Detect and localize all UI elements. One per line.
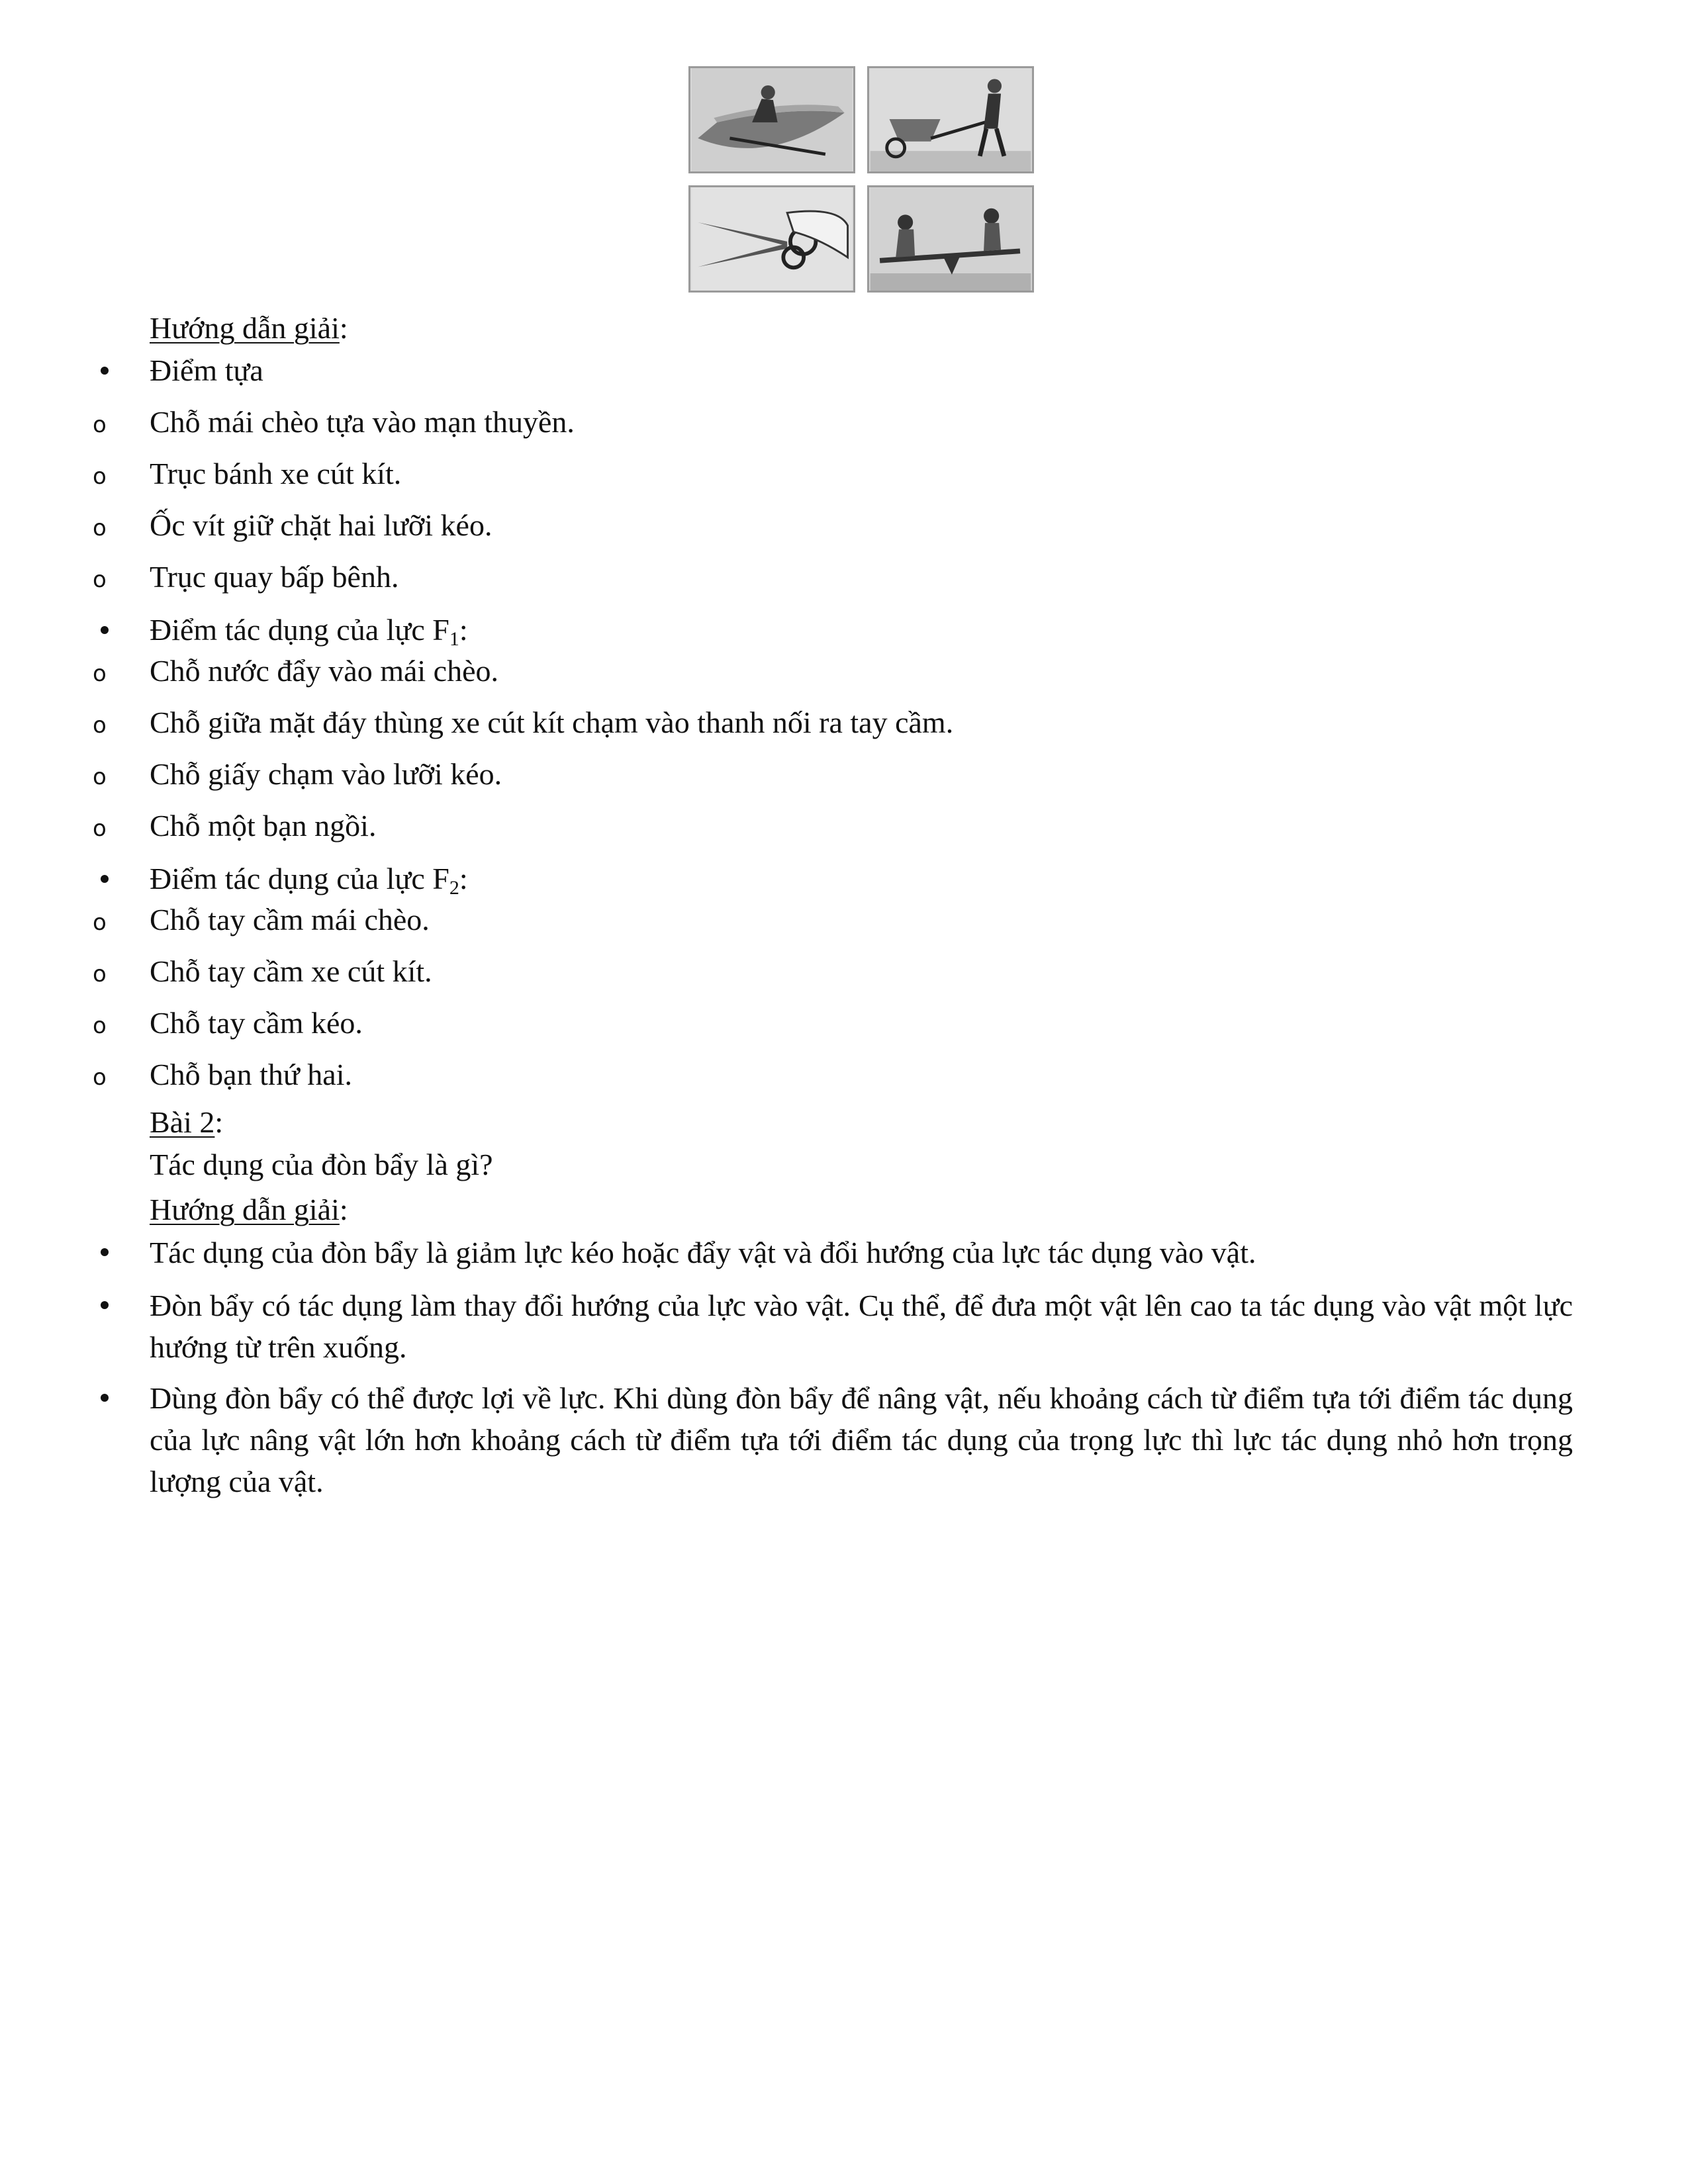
sub-bullet-marker: o <box>93 815 107 842</box>
colon: : <box>459 862 468 895</box>
paragraph: Dùng đòn bẩy có thể được lợi về lực. Khi dùng đòn bẩy để nâng vật, nếu khoảng cách từ điểm tựa tới điểm tác dụng của lực nâng vật lớn hơn khoảng cách từ điểm tựa tới điểm tác dụng của trọng lực thì lực tác dụng nhỏ hơn trọng lượng của vật. <box>150 1381 1573 1498</box>
solution-heading-text: Hướng dẫn giải <box>150 311 340 345</box>
list-item: Chỗ tay cầm mái chèo. <box>150 903 430 936</box>
solution-heading-colon: : <box>339 311 348 345</box>
paragraph: Tác dụng của đòn bẩy là giảm lực kéo hoặc đẩy vật và đổi hướng của lực tác dụng vào vật. <box>150 1236 1256 1269</box>
list-item: Chỗ giấy chạm vào lưỡi kéo. <box>150 757 502 791</box>
solution-heading <box>150 310 348 347</box>
sub-bullet-marker: o <box>93 567 107 593</box>
list-item: Chỗ tay cầm kéo. <box>150 1006 363 1040</box>
list-item: Ốc vít giữ chặt hai lưỡi kéo. <box>150 508 492 542</box>
exercise-label-text: Bài 2 <box>150 1105 215 1139</box>
list-item: Chỗ tay cầm xe cút kít. <box>150 954 432 988</box>
sub-bullet-marker: o <box>93 764 107 790</box>
list-item: Trục quay bấp bênh. <box>150 560 399 594</box>
sub-bullet-marker: o <box>93 961 107 987</box>
bullet-icon <box>93 1379 119 1416</box>
sub-bullet-marker: o <box>93 909 107 936</box>
exercise-label <box>150 1104 223 1141</box>
list-item: Trục bánh xe cút kít. <box>150 457 402 490</box>
boat-rowing-icon <box>688 66 855 173</box>
list-item: Chỗ nước đẩy vào mái chèo. <box>150 654 499 688</box>
lever-examples-figure <box>688 66 1039 295</box>
group-title-force-f1 <box>150 612 468 649</box>
sub-bullet-marker: o <box>93 1064 107 1091</box>
scissors-icon <box>688 185 855 293</box>
list-item: Chỗ giữa mặt đáy thùng xe cút kít chạm vào thanh nối ra tay cầm. <box>150 705 954 739</box>
bullet-icon <box>93 612 119 649</box>
wheelbarrow-icon <box>867 66 1034 173</box>
sub-bullet-marker: o <box>93 660 107 687</box>
sub-bullet-marker: o <box>93 463 107 490</box>
list-item: Chỗ bạn thứ hai. <box>150 1058 353 1091</box>
sub-bullet-marker: o <box>93 712 107 739</box>
group-title-fulcrum: Điểm tựa <box>150 353 263 387</box>
bullet-icon <box>93 1234 119 1271</box>
bullet-icon <box>93 1287 119 1324</box>
colon: : <box>214 1105 224 1139</box>
subscript: 1 <box>449 628 459 650</box>
colon: : <box>339 1193 348 1226</box>
group-title-force-f2 <box>150 860 468 897</box>
sub-bullet-marker: o <box>93 412 107 438</box>
list-item: Chỗ mái chèo tựa vào mạn thuyền. <box>150 405 575 439</box>
bullet-icon <box>93 860 119 897</box>
group-title-text: Điểm tác dụng của lực F <box>150 613 449 647</box>
exercise-question: Tác dụng của đòn bẩy là gì? <box>150 1148 493 1181</box>
list-item: Chỗ một bạn ngồi. <box>150 809 377 842</box>
paragraph: Đòn bẩy có tác dụng làm thay đổi hướng của lực vào vật. Cụ thể, để đưa một vật lên cao ta tác dụng vào vật một lực hướng từ trên xuống. <box>150 1289 1573 1364</box>
colon: : <box>459 613 468 647</box>
subscript: 2 <box>449 877 459 899</box>
seesaw-icon <box>867 185 1034 293</box>
solution-heading-text: Hướng dẫn giải <box>150 1193 340 1226</box>
bullet-icon <box>93 352 119 389</box>
group-title-text: Điểm tác dụng của lực F <box>150 862 449 895</box>
sub-bullet-marker: o <box>93 515 107 541</box>
sub-bullet-marker: o <box>93 1013 107 1039</box>
solution-heading <box>150 1191 348 1228</box>
